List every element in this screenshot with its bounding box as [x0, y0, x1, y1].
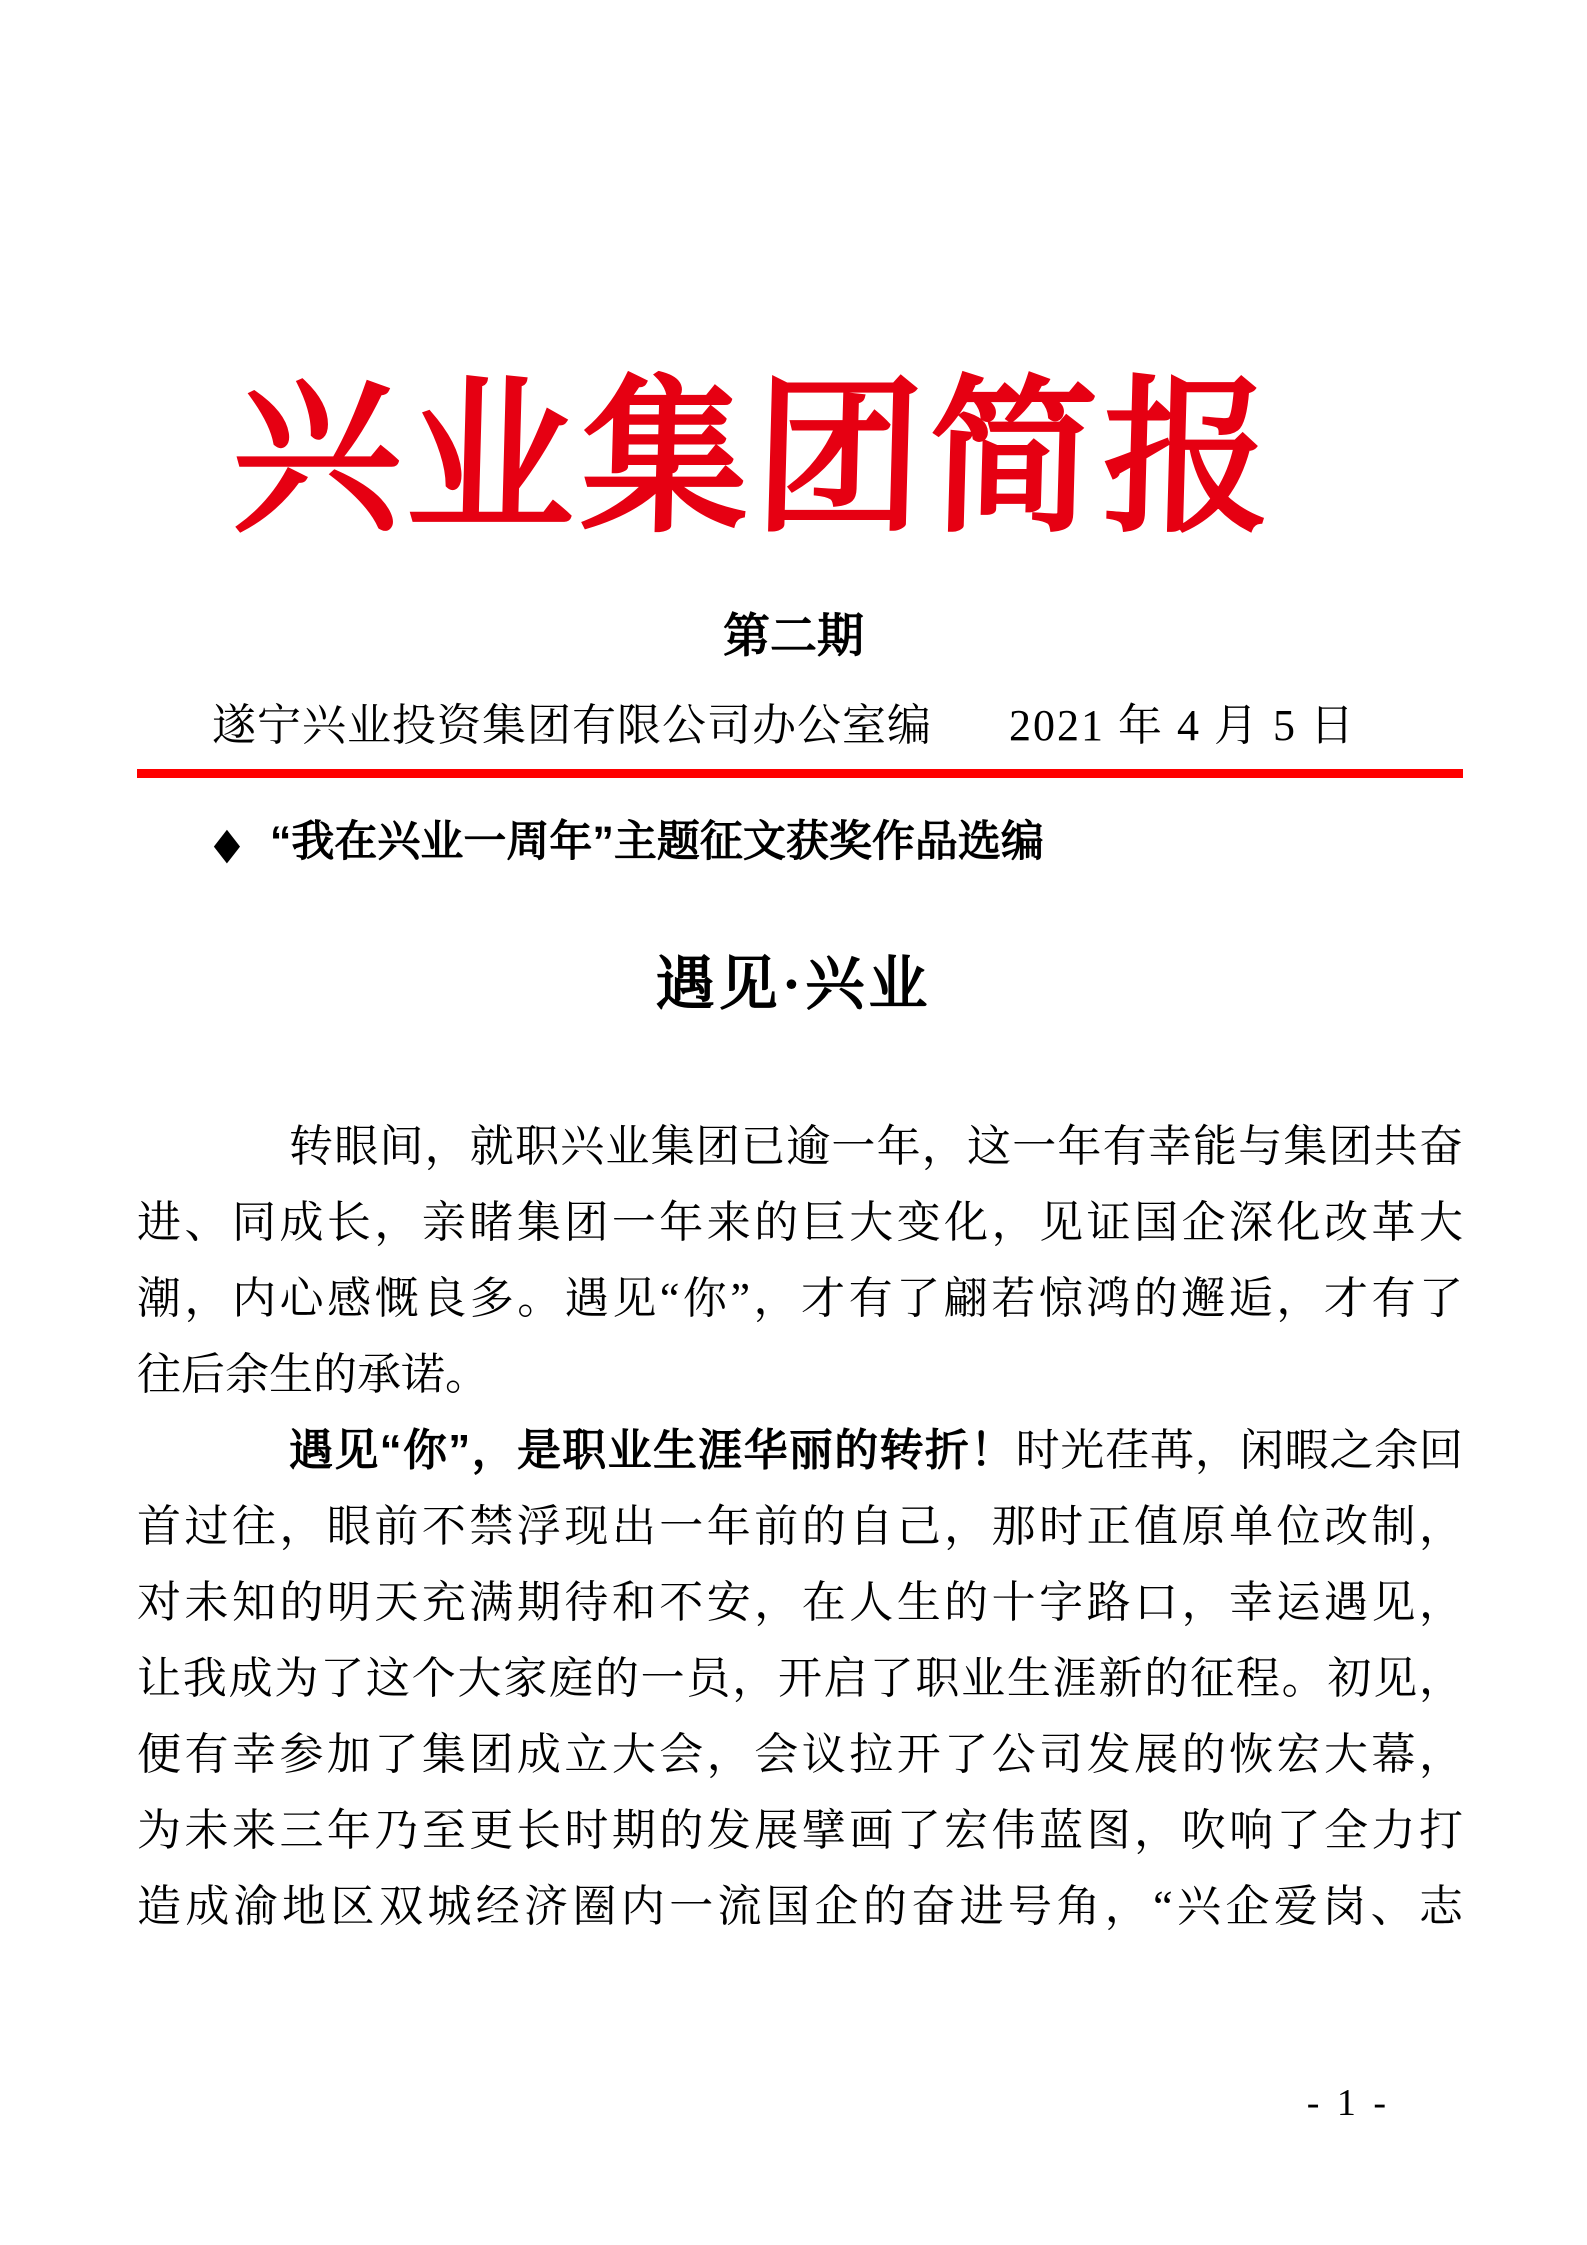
body-line: 对未知的明天充满期待和不安，在人生的十字路口，幸运遇见， [137, 1578, 1463, 1627]
body-line: 转眼间，就职兴业集团已逾一年，这一年有幸能与集团共奋 [289, 1122, 1463, 1171]
page-number: - 1 - [1306, 2082, 1390, 2124]
body-line [137, 1413, 1463, 1489]
editor-credit: 遂宁兴业投资集团有限公司办公室编 [212, 701, 932, 750]
bullet-headline: “我在兴业一周年”主题征文获奖作品选编 [269, 818, 1044, 866]
paragraph-lead-rest: 时光荏苒，闲暇之余回 [1015, 1426, 1464, 1475]
article-body [137, 1109, 1463, 1945]
body-line: 让我成为了这个大家庭的一员，开启了职业生涯新的征程。初见， [137, 1654, 1463, 1703]
issue-date: 2021 年 4 月 5 日 [1009, 701, 1356, 750]
red-divider-rule [137, 769, 1463, 778]
info-row [138, 698, 1464, 754]
body-line: 为未来三年乃至更长时期的发展擘画了宏伟蓝图，吹响了全力打 [137, 1806, 1463, 1855]
issue-label: 第二期 [723, 609, 864, 662]
body-line: 往后余生的承诺。 [137, 1350, 489, 1399]
body-line: 潮，内心感慨良多。遇见“你”，才有了翩若惊鸿的邂逅，才有了 [137, 1274, 1463, 1323]
paragraph-bold-lead: 遇见“你”，是职业生涯华丽的转折！ [289, 1426, 1016, 1475]
article-title: 遇见·兴业 [655, 951, 932, 1017]
bullet-headline-row [210, 812, 1460, 872]
body-line: 便有幸参加了集团成立大会，会议拉开了公司发展的恢宏大幕， [137, 1730, 1463, 1779]
body-line: 进、同成长，亲睹集团一年来的巨大变化，见证国企深化改革大 [137, 1198, 1463, 1247]
body-line: 首过往，眼前不禁浮现出一年前的自己，那时正值原单位改制， [137, 1502, 1463, 1551]
diamond-bullet-icon: ◆ [213, 818, 241, 869]
masthead-title: 兴业集团简报 [230, 358, 1280, 556]
body-line: 造成渝地区双城经济圈内一流国企的奋进号角，“兴企爱岗、志 [137, 1882, 1463, 1931]
